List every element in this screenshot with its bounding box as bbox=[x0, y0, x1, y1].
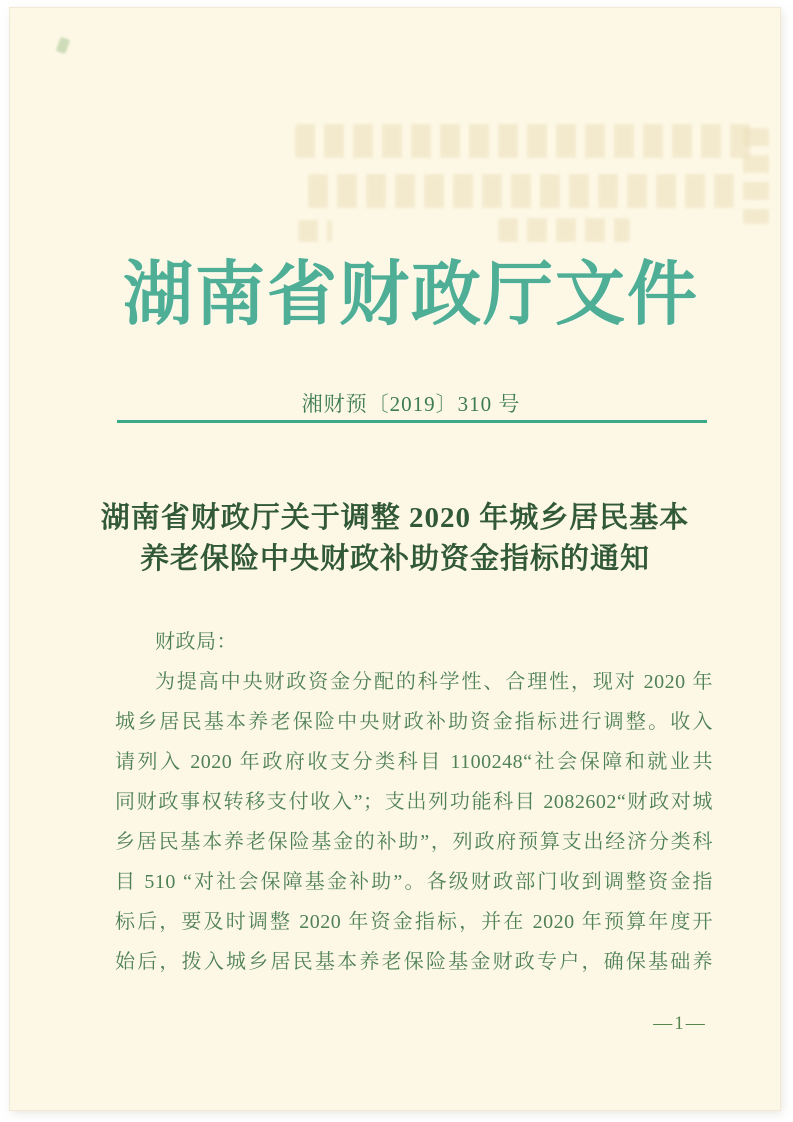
body-line: 标后，要及时调整 2020 年资金指标，并在 2020 年预算年度开 bbox=[115, 911, 713, 933]
body-line: 同财政事权转移支付收入”；支出列功能科目 2082602“财政对城 bbox=[115, 791, 713, 813]
body-line: 为提高中央财政资金分配的科学性、合理性，现对 2020 年 bbox=[155, 671, 713, 693]
document-body bbox=[115, 622, 713, 982]
body-line: 目 510 “对社会保障基金补助”。各级财政部门收到调整资金指 bbox=[115, 871, 713, 893]
bleed-through-artifact bbox=[308, 174, 736, 208]
document-page bbox=[10, 8, 780, 1110]
notice-title-line-2: 养老保险中央财政补助资金指标的通知 bbox=[139, 543, 650, 575]
bleed-through-artifact bbox=[295, 124, 757, 158]
document-number: 湘财预〔2019〕310 号 bbox=[301, 392, 521, 416]
notice-title-line-1: 湖南省财政厅关于调整 2020 年城乡居民基本 bbox=[100, 502, 690, 534]
page-number: —1— bbox=[653, 1013, 707, 1034]
bleed-through-artifact bbox=[743, 128, 769, 224]
body-line: 乡居民基本养老保险基金的补助”，列政府预算支出经济分类科 bbox=[115, 831, 713, 853]
separator-line bbox=[117, 420, 707, 423]
scan-speck-artifact bbox=[56, 37, 71, 55]
body-line: 始后，拨入城乡居民基本养老保险基金财政专户，确保基础养 bbox=[115, 951, 713, 973]
salutation: 财政局： bbox=[155, 631, 237, 653]
notice-title bbox=[45, 498, 745, 580]
body-line: 城乡居民基本养老保险中央财政补助资金指标进行调整。收入 bbox=[115, 711, 713, 733]
body-line: 请列入 2020 年政府收支分类科目 1100248“社会保障和就业共 bbox=[115, 751, 713, 773]
letterhead-title: 湖南省财政厅文件 bbox=[123, 257, 699, 334]
